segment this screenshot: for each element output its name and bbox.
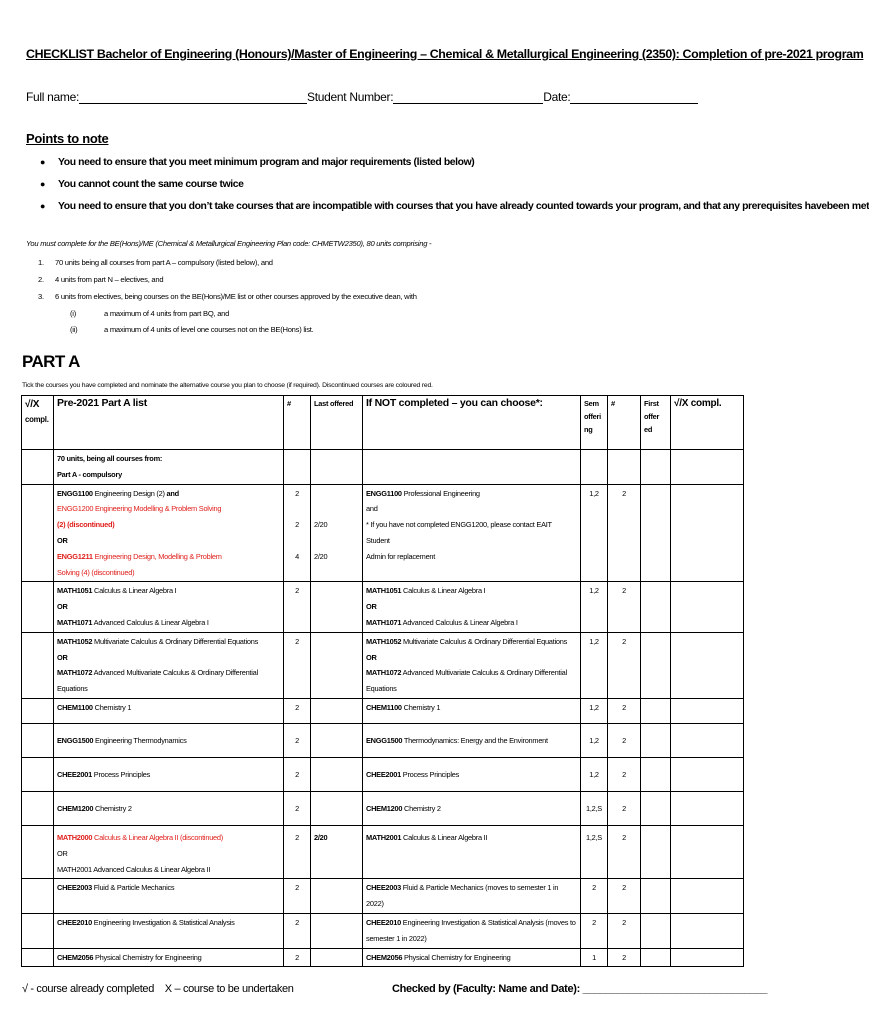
document-title: CHECKLIST Bachelor of Engineering (Honours)/Master of Engineering – Chemical & Metallurgical Engineering (2350): Completion of pre-2021 program: [26, 47, 864, 61]
point-item: ● You need to ensure that you don’t take courses that are incompatible with courses that you have already counted towards your program, and that any prerequisites havebeen met: [40, 201, 869, 212]
tick-cell[interactable]: [671, 879, 744, 914]
course-cell: MATH2000 Calculus & Linear Algebra II (discontinued) OR MATH2001 Advanced Calculus & Linear Algebra II: [54, 825, 284, 878]
tick-cell[interactable]: [22, 632, 54, 698]
list-header: Pre-2021 Part A list: [54, 396, 284, 450]
table-row: [22, 913, 744, 948]
units-cell: 2: [284, 582, 311, 632]
tick-cell[interactable]: [22, 825, 54, 878]
alt-course-cell: ENGG1100 Professional Engineering and * If you have not completed ENGG1200, please contact EAIT Student Admin for replacement: [363, 484, 581, 582]
alt-course-cell: CHEM2056 Physical Chemistry for Engineering: [363, 948, 581, 967]
course-cell: CHEM1100 Chemistry 1: [54, 698, 284, 723]
alt-course-cell: CHEE2001 Process Principles: [363, 757, 581, 791]
sem-header: Sem offeri ng: [581, 396, 608, 450]
alt-course-cell: CHEM1100 Chemistry 1: [363, 698, 581, 723]
sem-cell: 1,2: [581, 723, 608, 757]
sem-cell: 2: [581, 879, 608, 914]
alt-course-cell: MATH1052 Multivariate Calculus & Ordinary Differential Equations OR MATH1072 Advanced Multivariate Calculus & Ordinary Differential Equations: [363, 632, 581, 698]
tick-cell[interactable]: [671, 698, 744, 723]
course-cell: CHEE2003 Fluid & Particle Mechanics: [54, 879, 284, 914]
sem-cell: 2: [581, 913, 608, 948]
table-row: [22, 450, 744, 485]
compl2-header: √/X compl.: [671, 396, 744, 450]
points-heading: Points to note: [26, 131, 109, 146]
sem-cell: 1: [581, 948, 608, 967]
units2-cell: 2: [608, 723, 641, 757]
tick-cell[interactable]: [671, 632, 744, 698]
units2-cell: 2: [608, 791, 641, 825]
tick-cell[interactable]: [671, 913, 744, 948]
units2-cell: 2: [608, 913, 641, 948]
table-row: [22, 879, 744, 914]
tick-cell[interactable]: [22, 879, 54, 914]
tick-cell[interactable]: [671, 791, 744, 825]
checked-by: Checked by (Faculty: Name and Date): ________________________________: [392, 983, 768, 995]
last-offered-header: Last offered: [311, 396, 363, 450]
sem-cell: 1,2,S: [581, 791, 608, 825]
part-a-table: [21, 395, 744, 967]
sub-requirement-item: (ii) a maximum of 4 units of level one courses not on the BE(Hons) list.: [70, 325, 314, 334]
course-cell: MATH1052 Multivariate Calculus & Ordinary Differential Equations OR MATH1072 Advanced Multivariate Calculus & Ordinary Differential Equations: [54, 632, 284, 698]
table-row: [22, 948, 744, 967]
sem-cell: 1,2: [581, 484, 608, 582]
units-cell: 2 2 4: [284, 484, 311, 582]
alt-course-cell: CHEE2010 Engineering Investigation & Statistical Analysis (moves to semester 1 in 2022): [363, 913, 581, 948]
units2-cell: 2: [608, 484, 641, 582]
units-cell: 2: [284, 879, 311, 914]
sem-cell: 1,2: [581, 698, 608, 723]
tick-cell[interactable]: [22, 913, 54, 948]
student-number-label: Student Number:: [307, 90, 394, 104]
tick-cell[interactable]: [671, 948, 744, 967]
student-number-field[interactable]: [393, 91, 543, 104]
tick-cell[interactable]: [22, 484, 54, 582]
first-offered-header: First offer ed: [641, 396, 671, 450]
units-cell: 2: [284, 791, 311, 825]
course-cell: CHEM2056 Physical Chemistry for Engineering: [54, 948, 284, 967]
full-name-field[interactable]: [79, 91, 307, 104]
tick-cell[interactable]: [22, 723, 54, 757]
alt-course-cell: MATH1051 Calculus & Linear Algebra I OR MATH1071 Advanced Calculus & Linear Algebra I: [363, 582, 581, 632]
units2-cell: 2: [608, 632, 641, 698]
table-row: [22, 757, 744, 791]
units2-cell: 2: [608, 582, 641, 632]
units2-cell: 2: [608, 698, 641, 723]
course-cell: ENGG1500 Engineering Thermodynamics: [54, 723, 284, 757]
tick-cell[interactable]: [22, 757, 54, 791]
tick-cell[interactable]: [671, 484, 744, 582]
first-offered-cell: [641, 484, 671, 582]
table-row: [22, 723, 744, 757]
tick-cell[interactable]: [671, 825, 744, 878]
bullet-icon: ●: [40, 201, 46, 211]
units2-cell: 2: [608, 825, 641, 878]
course-cell: CHEM1200 Chemistry 2: [54, 791, 284, 825]
tick-cell[interactable]: [671, 582, 744, 632]
bullet-icon: ●: [40, 157, 46, 167]
units2-cell: 2: [608, 879, 641, 914]
tick-cell[interactable]: [671, 757, 744, 791]
part-a-heading: PART A: [22, 352, 80, 371]
part-a-instruction: Tick the courses you have completed and nominate the alternative course you plan to choose (if required). Discontinued courses are coloured red.: [22, 382, 433, 389]
course-cell: ENGG1100 Engineering Design (2) and ENGG1200 Engineering Modelling & Problem Solving (2) (discontinued) OR ENGG1211 Engineering Design, Modelling & Problem Solving (4) (discontinued): [54, 484, 284, 582]
section-label: 70 units, being all courses from: Part A - compulsory: [54, 450, 284, 485]
point-item: ● You cannot count the same course twice: [40, 179, 244, 190]
requirement-item: 2. 4 units from part N – electives, and: [38, 275, 164, 284]
sub-requirement-item: (i) a maximum of 4 units from part BQ, and: [70, 309, 230, 318]
requirement-item: 1. 70 units being all courses from part A – compulsory (listed below), and: [38, 258, 273, 267]
table-header-row: [22, 396, 744, 450]
choose-header: If NOT completed – you can choose*:: [363, 396, 581, 450]
units-cell: 2: [284, 948, 311, 967]
sem-cell: 1,2: [581, 582, 608, 632]
alt-course-cell: CHEE2003 Fluid & Particle Mechanics (moves to semester 1 in 2022): [363, 879, 581, 914]
units-cell: 2: [284, 698, 311, 723]
requirement-item: 3. 6 units from electives, being courses on the BE(Hons)/ME list or other courses approved by the executive dean, with: [38, 292, 417, 301]
alt-course-cell: ENGG1500 Thermodynamics: Energy and the Environment: [363, 723, 581, 757]
bullet-icon: ●: [40, 179, 46, 189]
date-label: Date:: [543, 90, 571, 104]
alt-course-cell: CHEM1200 Chemistry 2: [363, 791, 581, 825]
units-cell: 2: [284, 825, 311, 878]
tick-cell[interactable]: [22, 450, 54, 485]
point-item: ● You need to ensure that you meet minimum program and major requirements (listed below): [40, 157, 475, 168]
alt-course-cell: MATH2001 Calculus & Linear Algebra II: [363, 825, 581, 878]
units-cell: 2: [284, 913, 311, 948]
tick-cell[interactable]: [671, 723, 744, 757]
units-cell: 2: [284, 757, 311, 791]
table-row: [22, 698, 744, 723]
compl-header: √/X compl.: [22, 396, 54, 450]
table-row: [22, 582, 744, 632]
table-row: [22, 791, 744, 825]
last-offered-cell: 2/20: [311, 825, 363, 878]
course-cell: CHEE2001 Process Principles: [54, 757, 284, 791]
student-fields: [26, 90, 698, 104]
sem-cell: 1,2: [581, 632, 608, 698]
table-row: [22, 632, 744, 698]
date-field[interactable]: [570, 91, 698, 104]
requirements-intro: You must complete for the BE(Hons)/ME (Chemical & Metallurgical Engineering Plan code: CHMETW2350), 80 units comprising -: [26, 239, 432, 248]
units2-cell: 2: [608, 948, 641, 967]
units-cell: 2: [284, 632, 311, 698]
tick-cell[interactable]: [22, 948, 54, 967]
full-name-label: Full name:: [26, 90, 80, 104]
units2-cell: 2: [608, 757, 641, 791]
sem-cell: 1,2: [581, 757, 608, 791]
tick-cell[interactable]: [22, 698, 54, 723]
course-cell: MATH1051 Calculus & Linear Algebra I OR MATH1071 Advanced Calculus & Linear Algebra I: [54, 582, 284, 632]
table-row: [22, 825, 744, 878]
units-header: #: [284, 396, 311, 450]
last-offered-cell: 2/20 2/20: [311, 484, 363, 582]
units-cell: 2: [284, 723, 311, 757]
tick-cell[interactable]: [22, 582, 54, 632]
legend: √ - course already completed X – course to be undertaken: [22, 983, 294, 995]
course-cell: CHEE2010 Engineering Investigation & Statistical Analysis: [54, 913, 284, 948]
units2-header: #: [608, 396, 641, 450]
sem-cell: 1,2,S: [581, 825, 608, 878]
tick-cell[interactable]: [22, 791, 54, 825]
table-row: [22, 484, 744, 582]
